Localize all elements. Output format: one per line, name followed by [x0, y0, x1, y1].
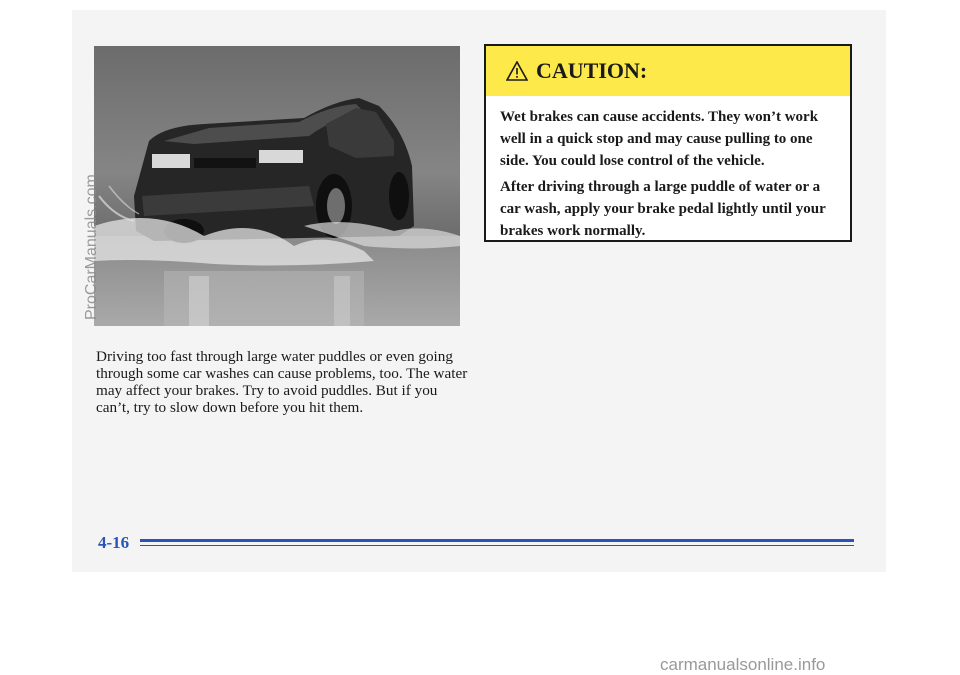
- caution-body: [486, 96, 850, 242]
- caution-title: CAUTION:: [536, 58, 648, 83]
- page-number: 4-16: [98, 533, 130, 552]
- caution-box: [484, 44, 852, 242]
- footer-rule: [140, 539, 854, 548]
- caution-header: [486, 46, 850, 96]
- van-driving-through-puddle-photo: [94, 46, 460, 326]
- bottom-watermark: carmanualsonline.info: [660, 655, 826, 674]
- caution-paragraph: After driving through a large puddle of water or a car wash, apply your brake pedal lightly until your brakes work normally.: [500, 179, 826, 239]
- warning-triangle-icon: [506, 61, 528, 81]
- body-paragraph: Driving too fast through large water puddles or even going through some car washes can cause problems, too. The water may affect your brakes. Try to avoid puddles. But if you can’t, try to slow down before you hit them.: [96, 348, 468, 416]
- caution-paragraph: Wet brakes can cause accidents. They won’t work well in a quick stop and may cause pulling to one side. You could lose control of the vehicle.: [500, 109, 819, 169]
